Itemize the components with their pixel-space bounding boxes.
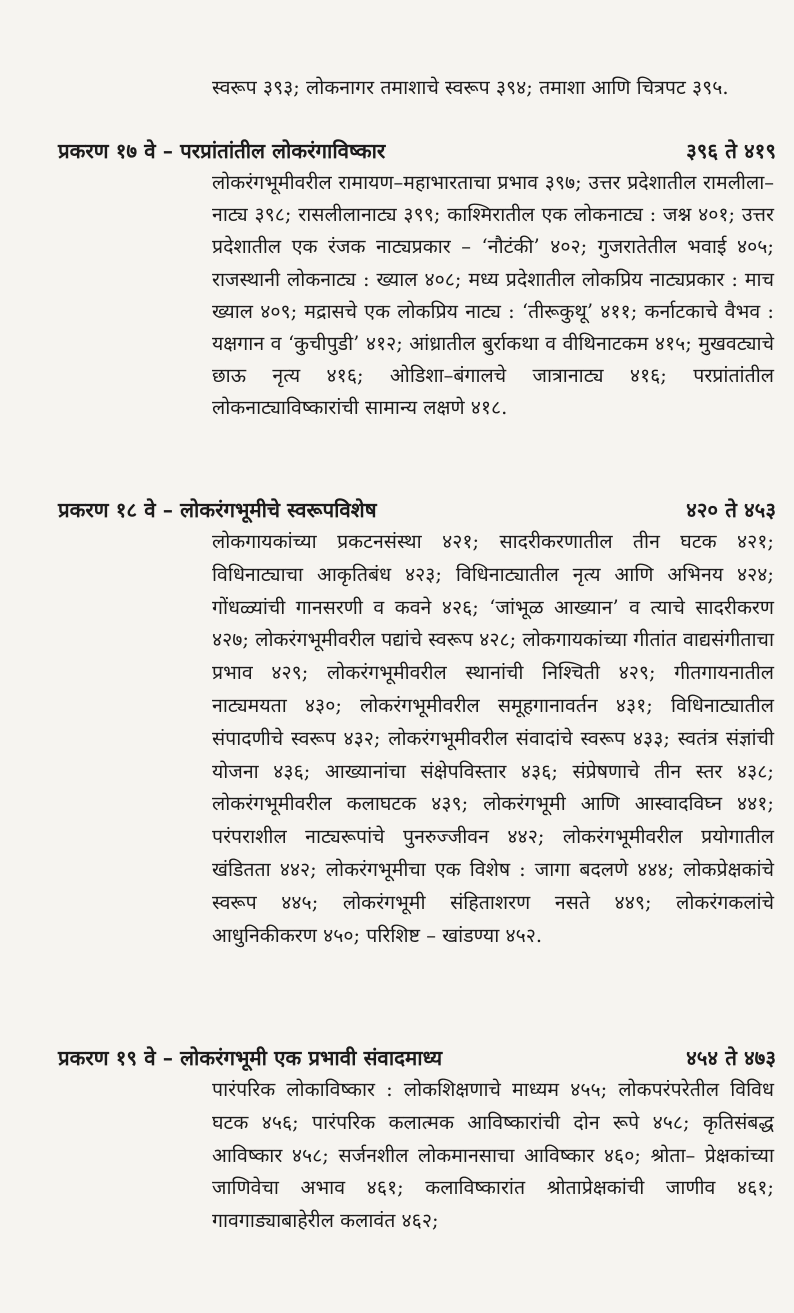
page-range: ३९६ ते ४१९ (686, 139, 776, 163)
chapter-19 (58, 1043, 776, 1238)
chapter-17 (58, 136, 776, 425)
chapter-contents: लोकगायकांच्या प्रकटनसंस्था ४२१; सादरीकरणातील तीन घटक ४२१; विधिनाट्याचा आकृतिबंध ४२३; विधिनाट्यातील नृत्य आणि अभिनय ४२४; गोंधळ्यांची गानसरणी व कवने ४२६; ‘जांभूळ आख्यान’ व त्याचे सादरीकरण ४२७; लोकरंगभूमीवरील पद्यांचे स्वरूप ४२८; लोकगायकांच्या गीतांत वाद्यसंगीताचा प्रभाव ४२९; लोकरंगभूमीवरील स्थानांची निश्चिती ४२९; गीतगायनातील नाट्यमयता ४३०; लोकरंगभूमीवरील समूहगानावर्तन ४३१; विधिनाट्यातील संपादणीचे स्वरूप ४३२; लोकरंगभूमीवरील संवादांचे स्वरूप ४३३; स्वतंत्र संज्ञांची योजना ४३६; आख्यानांचा संक्षेपविस्तार ४३६; संप्रेषणाचे तीन स्तर ४३८; लोकरंगभूमीवरील कलाघटक ४३९; लोकरंगभूमी आणि आस्वादविघ्न ४४१; परंपराशील नाट्यरूपांचे पुनरुज्जीवन ४४२; लोकरंगभूमीवरील प्रयोगातील खंडितता ४४२; लोकरंगभूमीचा एक विशेष : जागा बदलणे ४४४; लोकप्रेक्षकांचे स्वरूप ४४५; लोकरंगभूमी संहिताशरण नसते ४४९; लोकरंगकलांचे आधुनिकीकरण ४५०; परिशिष्ट – खांडण्या ४५२. (212, 530, 774, 947)
page-range: ४५४ ते ४७३ (686, 1046, 776, 1070)
chapter-title: प्रकरण १७ वे – परप्रांतांतील लोकरंगाविष्कार (58, 139, 386, 163)
chapter-heading (58, 495, 776, 526)
chapter-title: प्रकरण १९ वे – लोकरंगभूमी एक प्रभावी संवादमाध्य (58, 1046, 443, 1070)
chapter-heading (58, 136, 776, 167)
chapter-title: प्रकरण १८ वे – लोकरंगभूमीचे स्वरूपविशेष (58, 498, 377, 522)
page-range: ४२० ते ४५३ (686, 498, 776, 522)
chapter-heading (58, 1043, 776, 1074)
continued-text: स्वरूप ३९३; लोकनागर तमाशाचे स्वरूप ३९४; तमाशा आणि चित्रपट ३९५. (212, 76, 729, 99)
chapter-contents: पारंपरिक लोकाविष्कार : लोकशिक्षणाचे माध्यम ४५५; लोकपरंपरेतील विविध घटक ४५६; पारंपरिक कलात्मक आविष्कारांची दोन रूपे ४५८; कृतिसंबद्ध आविष्कार ४५८; सर्जनशील लोकमानसाचा आविष्कार ४६०; श्रोता– प्रेक्षकांच्या जाणिवेचा अभाव ४६१; कलाविष्कारांत श्रोताप्रेक्षकांची जाणीव ४६१; गावगाड्याबाहेरील कलावंत ४६२; (212, 1078, 774, 1233)
chapter-18 (58, 495, 776, 952)
chapter-contents: लोकरंगभूमीवरील रामायण–महाभारताचा प्रभाव ३९७; उत्तर प्रदेशातील रामलीला–नाट्य ३९८; रासलीलानाट्य ३९९; काश्मिरातील एक लोकनाट्य : जश्न ४०१; उत्तर प्रदेशातील एक रंजक नाट्यप्रकार – ‘नौटंकी’ ४०२; गुजरातेतील भवाई ४०५; राजस्थानी लोकनाट्य : ख्याल ४०८; मध्य प्रदेशातील लोकप्रिय नाट्यप्रकार : माच ख्याल ४०९; मद्रासचे एक लोकप्रिय नाट्य : ‘तीरूकुथू’ ४११; कर्नाटकाचे वैभव : यक्षगान व ‘कुचीपुडी’ ४१२; आंध्रातील बुर्राकथा व वीथिनाटकम ४१५; मुखवट्याचे छाऊ नृत्य ४१६; ओडिशा–बंगालचे जात्रानाट्य ४१६; परप्रांतांतील लोकनाट्याविष्कारांची सामान्य लक्षणे ४१८. (212, 171, 774, 420)
